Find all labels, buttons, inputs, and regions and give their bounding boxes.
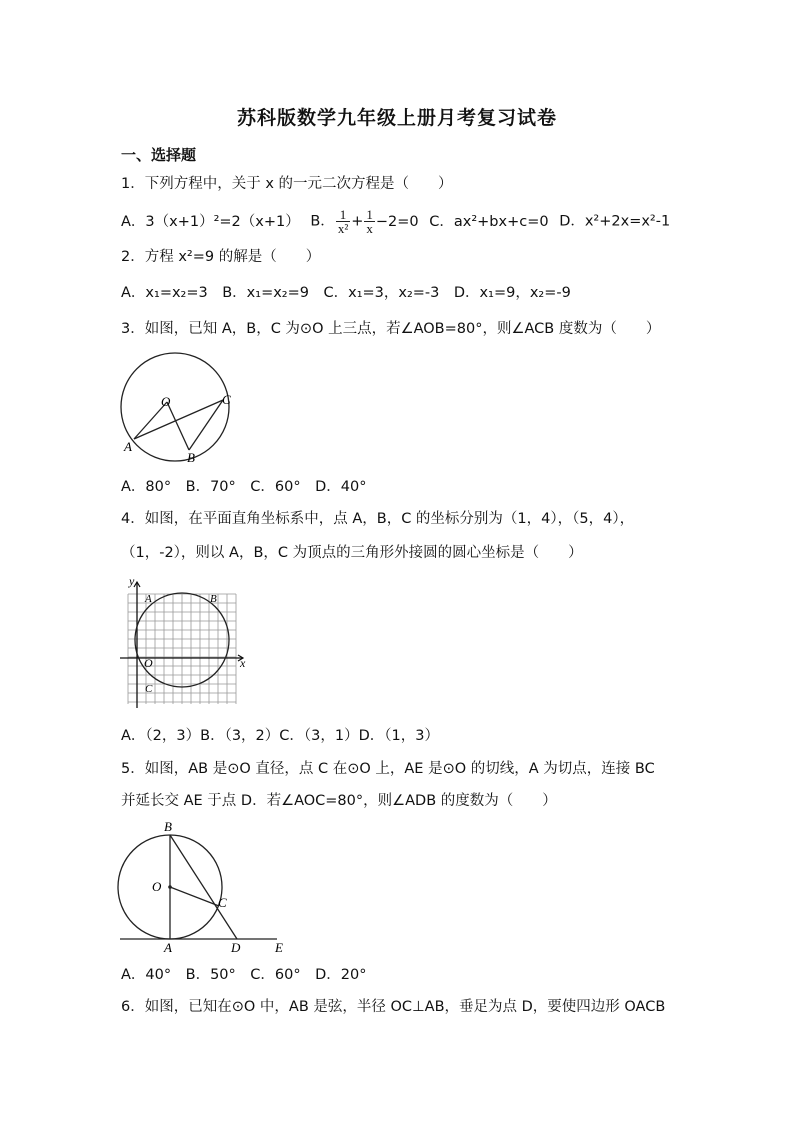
q1-option-b-tail: −2=0 (375, 213, 419, 230)
q4-stem-line-1: 4．如图，在平面直角坐标系中，点 A，B，C 的坐标分别为（1，4），（5，4）， (121, 511, 635, 527)
q4-options: A．（2，3）B．（3，2）C．（3，1）D．（1，3） (121, 728, 439, 744)
q4-label-o: O (144, 656, 153, 670)
q4-label-y: y (129, 574, 135, 588)
fraction-denominator: x² (337, 221, 349, 236)
q3-label-b: B (187, 450, 195, 465)
q3-label-o: O (161, 394, 171, 409)
q5-center-dot (168, 885, 172, 889)
q4-label-b: B (210, 593, 217, 605)
q1-stem: 1．下列方程中，关于 x 的一元二次方程是（ ） (121, 176, 453, 192)
q2-options: A．x₁=x₂=3 B．x₁=x₂=9 C．x₁=3，x₂=-3 D．x₁=9，x₂=-9 (121, 285, 571, 301)
fraction-denominator: x (366, 221, 373, 236)
q5-label-b: B (164, 819, 172, 834)
q5-label-c: C (218, 895, 227, 910)
q1-option-b-fraction-1 (336, 208, 350, 235)
q5-stem-line-1: 5．如图，AB 是⊙O 直径，点 C 在⊙O 上，AE 是⊙O 的切线，A 为切点，连接 BC (121, 761, 655, 777)
q1-option-d: D．x²+2x=x²-1 (559, 213, 671, 230)
section-heading: 一、选择题 (121, 146, 197, 164)
q4-stem-line-2: （1，-2），则以 A，B，C 为顶点的三角形外接圆的圆心坐标是（ ） (121, 545, 583, 561)
q3-options: A．80° B．70° C．60° D．40° (121, 479, 367, 495)
q5-stem-line-2: 并延长交 AE 于点 D．若∠AOC=80°，则∠ADB 的度数为（ ） (121, 793, 557, 809)
q3-label-a: A (124, 439, 132, 454)
q5-tangent-figure (112, 815, 297, 955)
q5-label-o: O (152, 879, 162, 894)
q4-coordinate-figure (118, 574, 248, 714)
q1-option-b-plus: + (351, 213, 364, 230)
q5-label-e: E (275, 940, 283, 955)
page-title: 苏科版数学九年级上册月考复习试卷 (236, 107, 557, 129)
q5-segment-bd (170, 835, 237, 939)
q4-label-c: C (145, 683, 153, 695)
q3-label-c: C (222, 392, 231, 407)
q5-label-d: D (231, 940, 241, 955)
q1-option-c: C．ax²+bx+c=0 (429, 213, 549, 230)
fraction-numerator: 1 (336, 208, 350, 222)
q3-circle-figure (112, 352, 247, 467)
q3-segment-ob (167, 402, 189, 450)
q3-stem: 3．如图，已知 A，B，C 为⊙O 上三点，若∠AOB=80°，则∠ACB 度数为（ ） (121, 321, 661, 337)
q1-option-b-prefix: B． (310, 213, 335, 230)
q5-segment-oc (170, 887, 219, 906)
q4-label-x: x (240, 656, 246, 670)
q1-option-b-fraction-2 (364, 208, 375, 235)
q5-label-a: A (164, 940, 172, 955)
q6-stem: 6．如图，已知在⊙O 中，AB 是弦，半径 OC⊥AB，垂足为点 D，要使四边形 OACB (121, 999, 666, 1015)
q1-option-a: A．3（x+1）²=2（x+1） (121, 213, 300, 230)
q1-options (121, 208, 670, 235)
q5-options: A．40° B．50° C．60° D．20° (121, 967, 367, 983)
q4-label-a: A (145, 593, 152, 605)
fraction-numerator: 1 (366, 207, 373, 222)
q3-circle (121, 353, 229, 461)
q2-stem: 2．方程 x²=9 的解是（ ） (121, 249, 321, 265)
